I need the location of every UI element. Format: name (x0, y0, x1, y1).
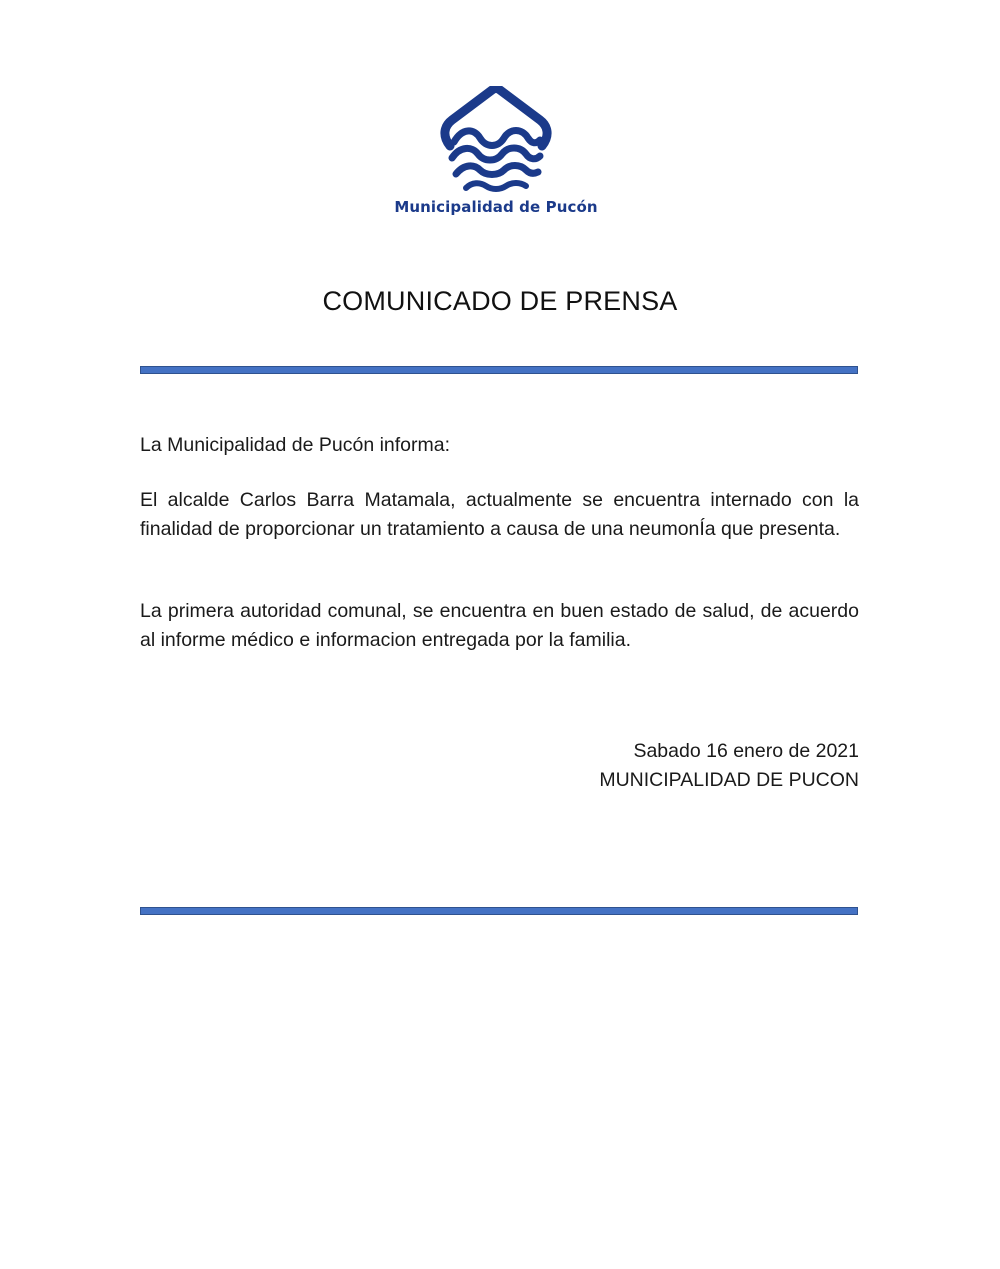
page-title: COMUNICADO DE PRENSA (322, 286, 678, 316)
signature-block (440, 737, 859, 794)
municipality-logo-icon (440, 86, 552, 196)
top-divider (140, 366, 858, 374)
paragraph-hospitalization: El alcalde Carlos Barra Matamala, actualmente se encuentra internado con la finalidad de proporcionar un tratamiento a causa de una neumonÍa que presenta. (140, 489, 859, 540)
logo-wordmark: Municipalidad de Pucón (394, 198, 598, 216)
paragraph-health-status: La primera autoridad comunal, se encuentra en buen estado de salud, de acuerdo al informe médico e informacion entregada por la familia. (140, 600, 859, 651)
bottom-divider (140, 907, 858, 915)
signature-org: MUNICIPALIDAD DE PUCON (599, 768, 859, 791)
intro-text: La Municipalidad de Pucón informa: (140, 434, 451, 456)
signature-date: Sabado 16 enero de 2021 (633, 740, 859, 762)
